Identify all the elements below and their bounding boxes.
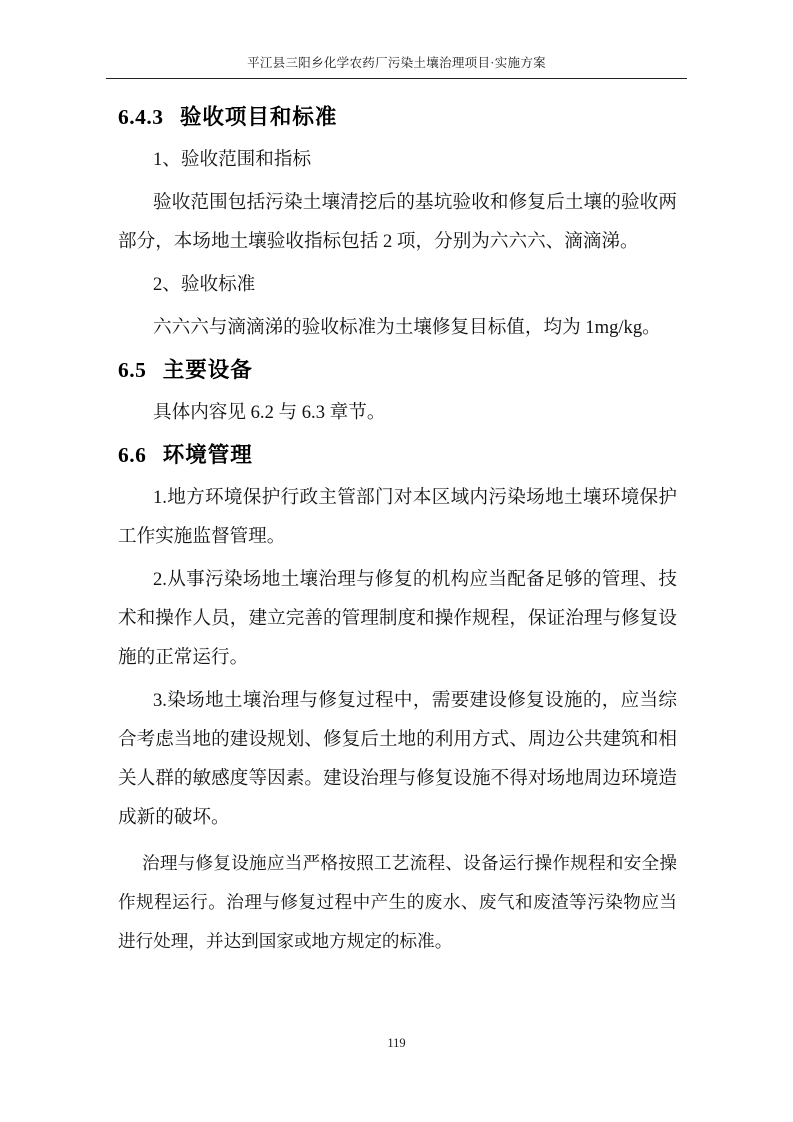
- page-number: 119: [387, 1036, 406, 1050]
- paragraph-env-item-3: 3.染场地土壤治理与修复过程中，需要建设修复设施的，应当综合考虑当地的建设规划、修复后土地的利用方式、周边公共建筑和相关人群的敏感度等因素。建设治理与修复设施不得对场地周边环境造成新的破坏。: [118, 690, 677, 828]
- section-number: 6.6: [118, 443, 147, 467]
- paragraph-operation-rules: 治理与修复设施应当严格按照工艺流程、设备运行操作规程和安全操作规程运行。治理与修复过程中产生的废水、废气和废渣等污染物应当进行处理，并达到国家或地方规定的标准。: [118, 853, 677, 951]
- section-number: 6.4.3: [118, 105, 164, 129]
- paragraph-env-item-2: 2.从事污染场地土壤治理与修复的机构应当配备足够的管理、技术和操作人员，建立完善的管理制度和操作规程，保证治理与修复设施的正常运行。: [118, 569, 677, 668]
- section-number: 6.5: [118, 358, 147, 382]
- running-header-title: 平江县三阳乡化学农药厂污染土壤治理项目·实施方案: [247, 56, 546, 70]
- paragraph-see-chapters: 具体内容见 6.2 与 6.3 章节。: [153, 402, 386, 423]
- section-heading-6-4-3: [118, 102, 677, 132]
- paragraph-acceptance-standard: 六六六与滴滴涕的验收标准为土壤修复目标值，均为 1mg/kg。: [153, 317, 661, 338]
- section-heading-6-6: [118, 440, 677, 470]
- running-header: [106, 0, 687, 79]
- paragraph-env-item-1: 1.地方环境保护行政主管部门对本区域内污染场地土壤环境保护工作实施监督管理。: [118, 487, 677, 547]
- paragraph-scope-indicators: 验收范围包括污染土壤清挖后的基坑验收和修复后土壤的验收两部分，本场地土壤验收指标包括 2 项，分别为六六六、滴滴涕。: [118, 192, 677, 252]
- document-body: [0, 102, 793, 961]
- section-title: 环境管理: [162, 443, 253, 467]
- section-title: 验收项目和标准: [179, 105, 338, 129]
- section-heading-6-5: [118, 355, 677, 385]
- section-title: 主要设备: [162, 358, 253, 382]
- paragraph-list-item-1: 1、验收范围和指标: [153, 149, 312, 170]
- paragraph-list-item-2: 2、验收标准: [153, 274, 256, 295]
